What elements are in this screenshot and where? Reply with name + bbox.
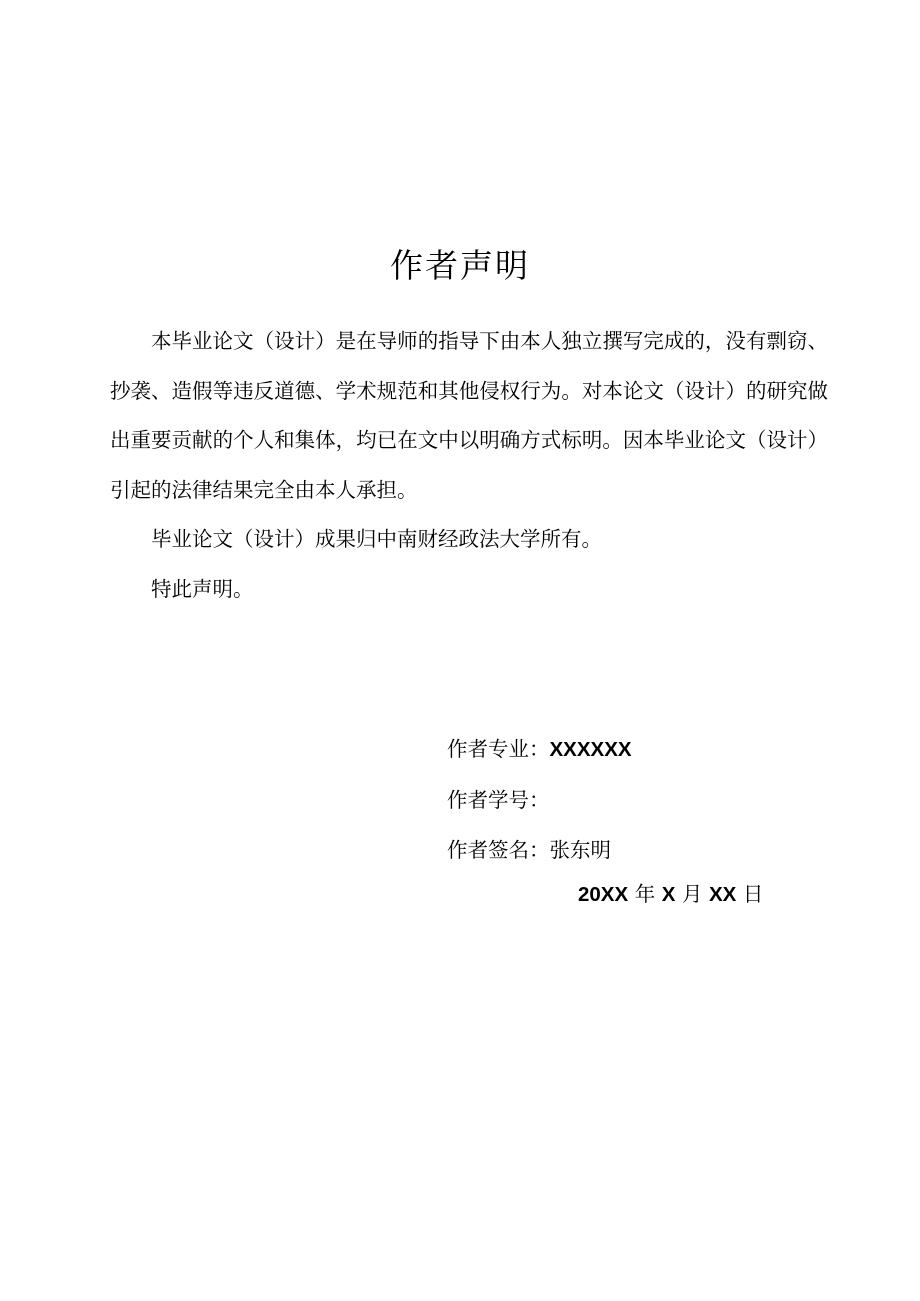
author-student-id-line <box>447 775 632 825</box>
date-year-unit: 年 <box>634 882 656 906</box>
declaration-body <box>110 317 828 614</box>
paragraph-ownership: 毕业论文（设计）成果归中南财经政法大学所有。 <box>151 527 602 551</box>
date-day-unit: 日 <box>742 882 764 906</box>
date-month-unit: 月 <box>681 882 703 906</box>
paragraph-closing: 特此声明。 <box>151 576 254 601</box>
author-major-line <box>447 724 632 775</box>
date-month: X <box>661 883 676 906</box>
author-major-value: XXXXXX <box>549 738 632 761</box>
page-title: 作者声明 <box>390 246 530 285</box>
author-signature-line <box>447 825 632 875</box>
author-major-label: 作者专业： <box>447 737 550 761</box>
signature-date <box>578 874 763 915</box>
signature-block <box>447 724 632 875</box>
author-student-id-label: 作者学号： <box>447 788 550 812</box>
date-year: 20XX <box>578 883 629 906</box>
date-day: XX <box>708 883 737 906</box>
author-signature-label: 作者签名： <box>447 838 550 862</box>
author-signature-value: 张东明 <box>549 838 611 862</box>
paragraph-declaration: 本毕业论文（设计）是在导师的指导下由本人独立撰写完成的，没有剽窃、抄袭、造假等违反道德、学术规范和其他侵权行为。对本论文（设计）的研究做出重要贡献的个人和集体，均已在文中以明确方式标明。因本毕业论文（设计）引起的法律结果完全由本人承担。 <box>110 329 828 502</box>
